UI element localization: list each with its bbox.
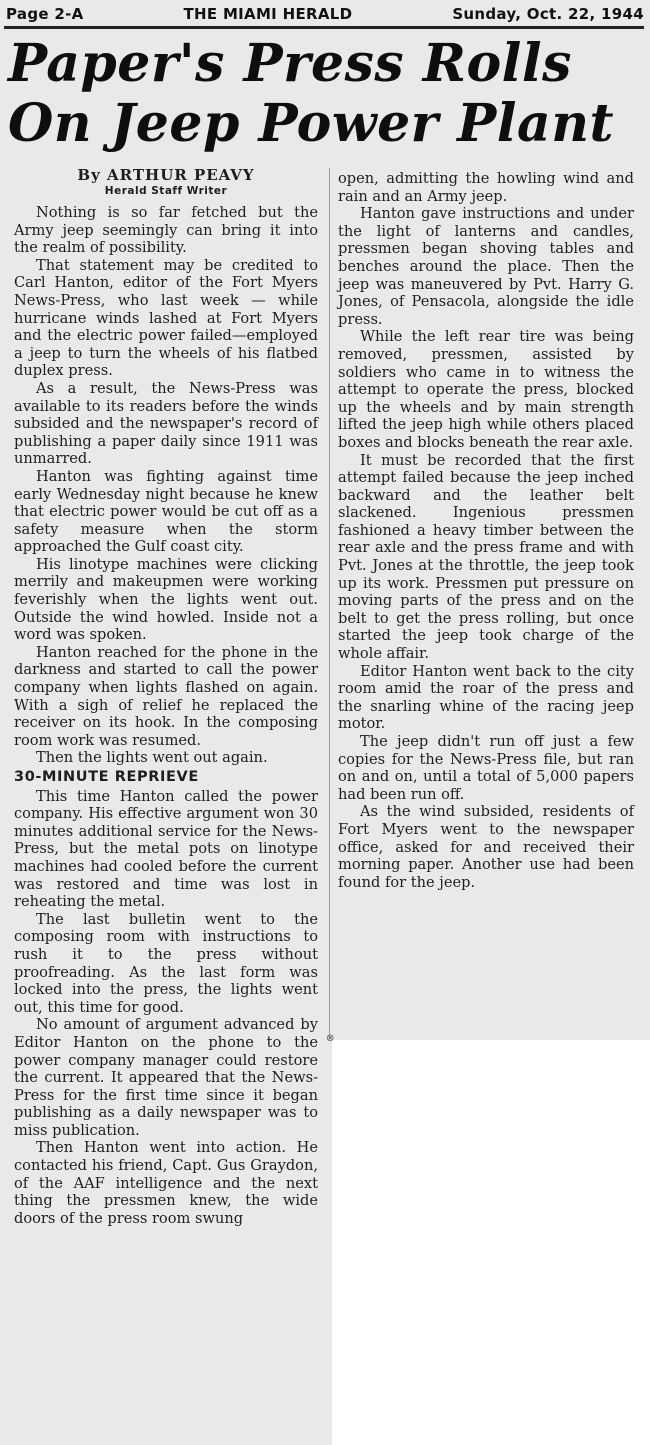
article-paragraph: It must be recorded that the first attempt failed because the jeep inched backward and the leather belt slackened. Ingenious pressmen fashioned a heavy timber between the rear axle and the press frame and with Pvt. Jones at the throttle, the jeep took up its work. Pressmen put pressure on moving parts of the press and on the belt to get the press rolling, but once started the jeep took charge of the whole affair. xyxy=(338,451,634,663)
article-paragraph: Hanton was fighting against time early Wednesday night because he knew that electric power would be cut off as a safety measure when the storm approached the Gulf coast city. xyxy=(14,467,318,556)
masthead xyxy=(6,4,644,24)
byline-title: Herald Staff Writer xyxy=(104,185,228,197)
left-paragraphs xyxy=(14,204,318,767)
article-paragraph: The last bulletin went to the composing room with instructions to rush it to the press without proofreading. As the last form was locked into the press, the lights went out, this time for good. xyxy=(14,910,318,1016)
column-divider xyxy=(329,168,330,1038)
byline-author: By ARTHUR PEAVY xyxy=(77,166,255,184)
issue-date: Sunday, Oct. 22, 1944 xyxy=(452,5,644,23)
article-paragraph: Then Hanton went into action. He contacted his friend, Capt. Gus Graydon, of the AAF intelligence and the next thing the pressmen knew, the wide doors of the press room swung xyxy=(14,1139,318,1227)
article-paragraph: Hanton gave instructions and under the light of lanterns and candles, pressmen began shoving tables and benches around the place. Then the jeep was maneuvered by Pvt. Harry G. Jones, of Pensacola, alongside the idle press. xyxy=(338,205,634,328)
article-paragraph: As the wind subsided, residents of Fort Myers went to the newspaper office, asked for and received their morning paper. Another use had been found for the jeep. xyxy=(338,803,634,891)
page-number: Page 2-A xyxy=(6,5,84,23)
article-paragraph: open, admitting the howling wind and rain and an Army jeep. xyxy=(338,170,634,205)
subhead: 30-MINUTE REPRIEVE xyxy=(14,769,199,785)
article-paragraph: Then the lights went out again. xyxy=(36,749,268,767)
article-paragraph: While the left rear tire was being removed, pressmen, assisted by soldiers who came in to witness the attempt to operate the press, blocked up the wheels and by main strength lifted the jeep high while others placed boxes and blocks beneath the rear axle. xyxy=(338,328,634,451)
article-paragraph: The jeep didn't run off just a few copies for the News-Press file, but ran on and on, until a total of 5,000 papers had been run off. xyxy=(338,733,634,803)
article-paragraph: Editor Hanton went back to the city room amid the roar of the press and the snarling whine of the racing jeep motor. xyxy=(338,662,634,733)
headline xyxy=(8,34,644,154)
article-paragraph: As a result, the News-Press was available to its readers before the winds subsided and the newspaper's record of publishing a paper daily since 1911 was unmarred. xyxy=(14,379,318,468)
clipping-corner-mark: ⊗ xyxy=(326,1033,335,1044)
newspaper-name: THE MIAMI HERALD xyxy=(183,5,353,23)
headline-line-1: Paper's Press Rolls xyxy=(8,33,572,94)
article-paragraph: This time Hanton called the power company. His effective argument won 30 minutes additional service for the News-Press, but the metal pots on linotype machines had cooled before the current was restored and time was lost in reheating the metal. xyxy=(14,787,318,911)
article-paragraph: No amount of argument advanced by Editor Hanton on the phone to the power company manager could restore the current. It appeared that the News-Press for the first time since it began publishing as a daily newspaper was to miss publication. xyxy=(14,1016,318,1139)
article-paragraph: Hanton reached for the phone in the darkness and started to call the power company when lights flashed on again. With a sigh of relief he replaced the receiver on its hook. In the composing room work was resumed. xyxy=(14,643,318,749)
right-paragraphs xyxy=(338,170,634,891)
article-paragraph: Nothing is so far fetched but the Army jeep seemingly can bring it into the realm of possibility. xyxy=(14,204,318,257)
headline-line-2: On Jeep Power Plant xyxy=(8,93,615,154)
left-paragraphs-continued xyxy=(14,788,318,1228)
masthead-rule xyxy=(4,26,644,29)
article-column-left xyxy=(14,166,318,1227)
article-column-right xyxy=(338,170,634,891)
article-paragraph: His linotype machines were clicking merrily and makeupmen were working feverishly when the lights went out. Outside the wind howled. Inside not a word was spoken. xyxy=(14,555,318,644)
article-paragraph: That statement may be credited to Carl Hanton, editor of the Fort Myers News-Press, who last week — while hurricane winds lashed at Fort Myers and the electric power failed—employed a jeep to turn the wheels of his flatbed duplex press. xyxy=(14,256,318,380)
